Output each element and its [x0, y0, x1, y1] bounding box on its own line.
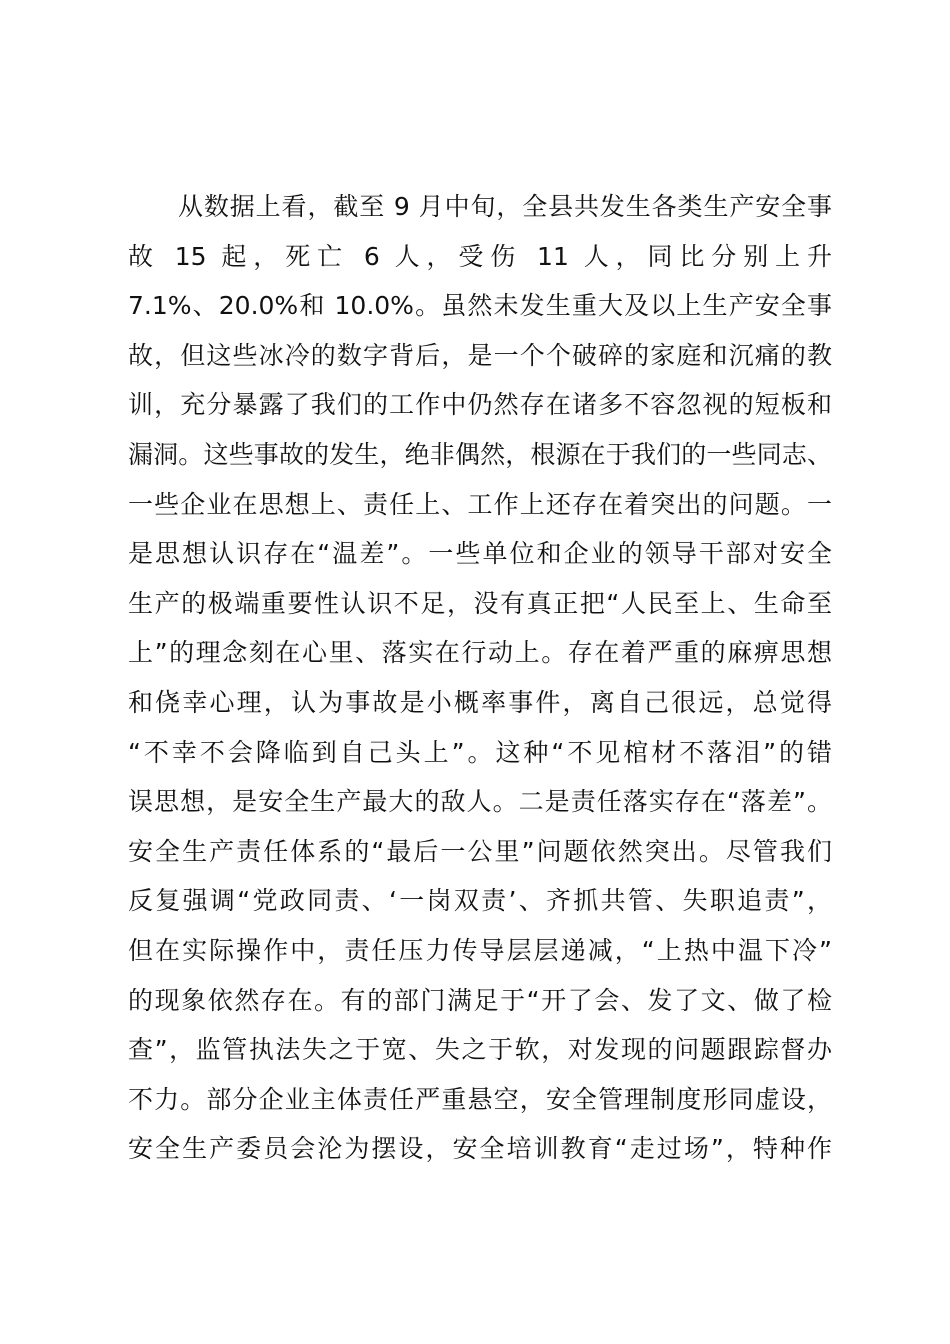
paragraph-line-15: 反复强调“党政同责、‘一岗双责’、齐抓共管、失职追责”， [128, 886, 832, 916]
paragraph-line-3: 7.1%、20.0%和 10.0%。虽然未发生重大及以上生产安全事 [128, 291, 832, 321]
paragraph-line-8: 是思想认识存在“温差”。一些单位和企业的领导干部对安全 [128, 539, 832, 569]
paragraph-line-12: “不幸不会降临到自己头上”。这种“不见棺材不落泪”的错 [128, 737, 832, 767]
paragraph-line-1: 从数据上看，截至 9 月中旬，全县共发生各类生产安全事 [178, 192, 832, 221]
paragraph-line-9: 生产的极端重要性认识不足，没有真正把“人民至上、生命至 [128, 588, 832, 618]
paragraph-line-11: 和侥幸心理，认为事故是小概率事件，离自己很远，总觉得 [128, 687, 832, 717]
paragraph-line-7: 一些企业在思想上、责任上、工作上还存在着突出的问题。一 [128, 489, 832, 519]
paragraph-line-5: 训，充分暴露了我们的工作中仍然存在诸多不容忽视的短板和 [128, 390, 832, 420]
paragraph-line-19: 不力。部分企业主体责任严重悬空，安全管理制度形同虚设， [128, 1084, 832, 1114]
paragraph-line-17: 的现象依然存在。有的部门满足于“开了会、发了文、做了检 [128, 985, 832, 1015]
paragraph-line-10: 上”的理念刻在心里、落实在行动上。存在着严重的麻痹思想 [128, 638, 832, 668]
paragraph-line-4: 故，但这些冰冷的数字背后，是一个个破碎的家庭和沉痛的教 [128, 340, 832, 370]
paragraph-line-13: 误思想，是安全生产最大的敌人。二是责任落实存在“落差”。 [128, 787, 832, 817]
paragraph-line-14: 安全生产责任体系的“最后一公里”问题依然突出。尽管我们 [128, 836, 832, 866]
paragraph-line-6: 漏洞。这些事故的发生，绝非偶然，根源在于我们的一些同志、 [128, 439, 832, 469]
paragraph-line-2: 故 15 起，死亡 6 人，受伤 11 人，同比分别上升 [128, 241, 832, 271]
paragraph-line-16: 但在实际操作中，责任压力传导层层递减，“上热中温下冷” [128, 935, 832, 965]
paragraph-line-20: 安全生产委员会沦为摆设，安全培训教育“走过场”，特种作 [128, 1134, 832, 1164]
body-paragraph [128, 182, 832, 1174]
paragraph-line-18: 查”，监管执法失之于宽、失之于软，对发现的问题跟踪督办 [128, 1035, 832, 1065]
